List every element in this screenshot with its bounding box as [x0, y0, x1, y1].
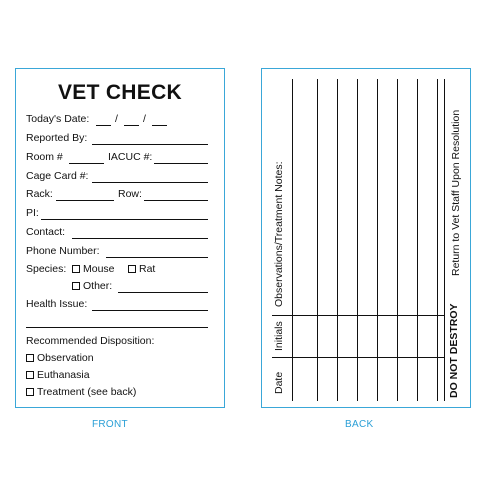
cage-card-label: Cage Card #: — [26, 170, 89, 182]
reported-by-field[interactable] — [92, 144, 208, 145]
notes-label: Observations/Treatment Notes: — [273, 161, 285, 307]
observation-option[interactable] — [26, 352, 94, 364]
iacuc-label: IACUC #: — [108, 151, 153, 163]
date-separator: / — [115, 113, 118, 125]
contact-field[interactable] — [72, 238, 208, 239]
mouse-label: Mouse — [83, 263, 115, 275]
health-issue-field[interactable] — [92, 310, 208, 311]
treatment-checkbox[interactable] — [26, 388, 34, 396]
todays-date-label: Today's Date: — [26, 113, 90, 125]
euthanasia-label: Euthanasia — [37, 369, 90, 381]
notes-rule — [417, 79, 418, 401]
species-label: Species: — [26, 263, 67, 275]
phone-label: Phone Number: — [26, 245, 100, 257]
rat-option[interactable] — [128, 263, 155, 275]
iacuc-field[interactable] — [154, 163, 208, 164]
front-caption: FRONT — [92, 419, 128, 430]
room-field[interactable] — [69, 163, 104, 164]
contact-label: Contact: — [26, 226, 66, 238]
back-caption: BACK — [345, 419, 374, 430]
date-label: Date — [273, 371, 285, 394]
notes-rule — [357, 79, 358, 401]
do-not-destroy-label: DO NOT DESTROY — [448, 303, 460, 398]
return-label: Return to Vet Staff Upon Resolution — [450, 109, 462, 276]
row-field[interactable] — [144, 200, 208, 201]
recommended-disposition-label: Recommended Disposition: — [26, 335, 155, 347]
initials-label: Initials — [273, 321, 285, 351]
date-separator-line — [272, 357, 444, 358]
row-label: Row: — [118, 188, 142, 200]
rack-label: Rack: — [26, 188, 53, 200]
notes-rule — [317, 79, 318, 401]
other-option[interactable] — [72, 280, 112, 292]
date-separator: / — [143, 113, 146, 125]
health-issue-field-line-2[interactable] — [26, 327, 208, 328]
notes-rule — [397, 79, 398, 401]
observation-checkbox[interactable] — [26, 354, 34, 362]
treatment-option[interactable] — [26, 386, 136, 398]
notes-right-rule — [444, 79, 445, 401]
notes-rule — [377, 79, 378, 401]
health-issue-label: Health Issue: — [26, 298, 88, 310]
room-label: Room # — [26, 151, 63, 163]
cage-card-field[interactable] — [92, 182, 208, 183]
date-day-field[interactable] — [124, 125, 139, 126]
euthanasia-checkbox[interactable] — [26, 371, 34, 379]
card-title: VET CHECK — [57, 81, 183, 104]
initials-separator — [272, 315, 444, 316]
treatment-label: Treatment (see back) — [37, 386, 137, 398]
mouse-checkbox[interactable] — [72, 265, 80, 273]
mouse-option[interactable] — [72, 263, 115, 275]
other-label: Other: — [83, 280, 113, 292]
rack-field[interactable] — [56, 200, 114, 201]
euthanasia-option[interactable] — [26, 369, 90, 381]
other-species-field[interactable] — [118, 292, 208, 293]
pi-field[interactable] — [41, 219, 208, 220]
notes-left-rule — [292, 79, 293, 401]
reported-by-label: Reported By: — [26, 132, 88, 144]
phone-field[interactable] — [106, 257, 208, 258]
pi-label: PI: — [26, 207, 39, 219]
rat-label: Rat — [139, 263, 156, 275]
other-checkbox[interactable] — [72, 282, 80, 290]
rat-checkbox[interactable] — [128, 265, 136, 273]
date-year-field[interactable] — [152, 125, 167, 126]
notes-rule — [437, 79, 438, 401]
observation-label: Observation — [37, 352, 94, 364]
notes-rule — [337, 79, 338, 401]
back-card — [261, 68, 471, 408]
date-month-field[interactable] — [96, 125, 111, 126]
front-card — [15, 68, 225, 408]
